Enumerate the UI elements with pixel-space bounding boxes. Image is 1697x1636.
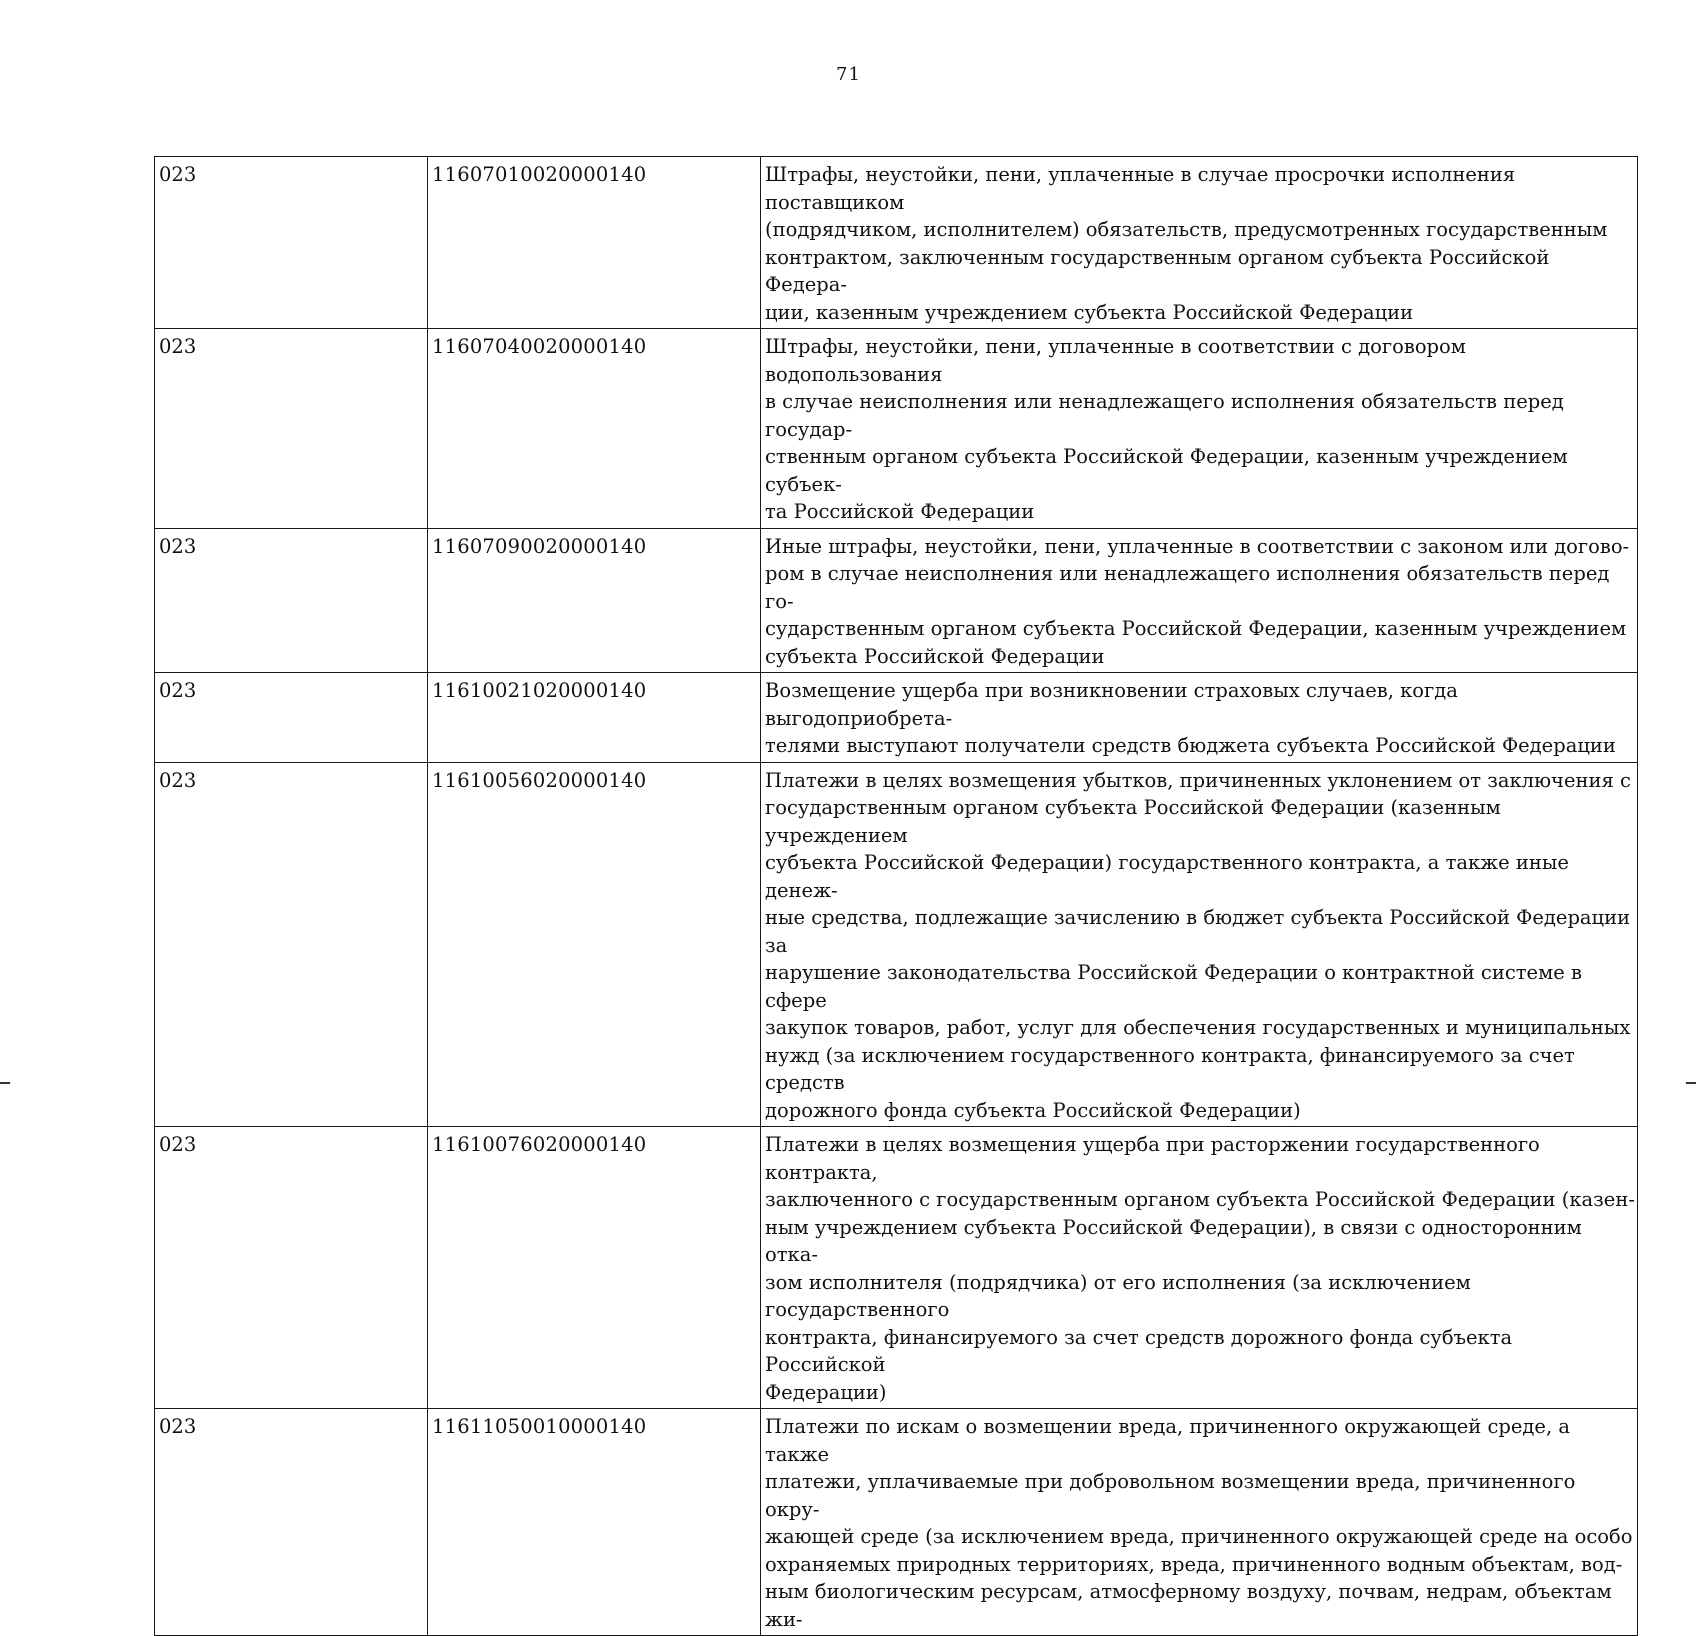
admin-code-cell: 023 [155,329,428,529]
description-text: Иные штрафы, неустойки, пени, уплаченные в соответствии с законом или догово- ром в случае неисполнения или ненадлежащего исполнения обязательств перед го- сударственным органом субъекта Российской Федерации, казенным учреждением субъекта Российской Федерации [765,534,1630,668]
budget-code-cell: 11611050010000140 [428,1409,761,1636]
description-text: Штрафы, неустойки, пени, уплаченные в соответствии с договором водопользования в случае неисполнения или ненадлежащего исполнения обязательств перед государ- ственным органом субъекта Российской Федерации, казенным учреждением субъек- та Российской Федерации [765,335,1568,523]
description-text: Штрафы, неустойки, пени, уплаченные в случае просрочки исполнения поставщиком (подрядчиком, исполнителем) обязательств, предусмотренных государственным контрактом, заключенным государственным органом субъекта Российской Федера- ции, казенным учреждением субъекта Российской Федерации [765,163,1608,324]
description-cell [761,673,1638,763]
description-cell [761,762,1638,1127]
admin-code-cell: 023 [155,1409,428,1636]
table-body [155,157,1638,1636]
table-row [155,673,1638,763]
budget-code-cell: 11607090020000140 [428,528,761,673]
revenue-codes-table [154,156,1638,1636]
description-cell [761,329,1638,529]
description-cell [761,157,1638,329]
budget-code-cell: 11607040020000140 [428,329,761,529]
table-row [155,762,1638,1127]
table-row [155,528,1638,673]
table-row [155,157,1638,329]
budget-code-cell: 11610056020000140 [428,762,761,1127]
admin-code-cell: 023 [155,762,428,1127]
description-cell [761,1127,1638,1409]
description-text: Возмещение ущерба при возникновении страховых случаев, когда выгодоприобрета- телями выступают получатели средств бюджета субъекта Российской Федерации [765,679,1616,757]
budget-code-cell: 11607010020000140 [428,157,761,329]
description-cell [761,1409,1638,1636]
admin-code-cell: 023 [155,157,428,329]
admin-code-cell: 023 [155,1127,428,1409]
budget-code-cell: 11610076020000140 [428,1127,761,1409]
right-edge-mark [1686,1082,1696,1084]
description-text: Платежи по искам о возмещении вреда, причиненного окружающей среде, а также платежи, уплачиваемые при добровольном возмещении вреда, причиненного окру- жающей среде (за исключением вреда, причиненного окружающей среде на особо охраняемых природных территориях, вреда, причиненного водным объектам, вод- ным биологическим ресурсам, атмосферному воздуху, почвам, недрам, объектам жи- [765,1415,1633,1631]
admin-code-cell: 023 [155,673,428,763]
page-number: 71 [836,64,861,85]
table-row [155,1409,1638,1636]
description-text: Платежи в целях возмещения убытков, причиненных уклонением от заключения с государственным органом субъекта Российской Федерации (казенным учреждением субъекта Российской Федерации) государственного контракта, а также иные денеж- ные средства, подлежащие зачислению в бюджет субъекта Российской Федерации за нарушение законодательства Российской Федерации о контрактной системе в сфере закупок товаров, работ, услуг для обеспечения государственных и муниципальных нужд (за исключением государственного контракта, финансируемого за счет средств дорожного фонда субъекта Российской Федерации) [765,768,1631,1122]
admin-code-cell: 023 [155,528,428,673]
budget-code-cell: 11610021020000140 [428,673,761,763]
left-edge-mark [0,1082,10,1084]
description-text: Платежи в целях возмещения ущерба при расторжении государственного контракта, заключенного с государственным органом субъекта Российской Федерации (казен- ным учреждением субъекта Российской Федерации), в связи с односторонним отка- зом исполнителя (подрядчика) от его исполнения (за исключением государственного контракта, финансируемого за счет средств дорожного фонда субъекта Российской Федерации) [765,1133,1635,1404]
table-row [155,1127,1638,1409]
table-row [155,329,1638,529]
description-cell [761,528,1638,673]
